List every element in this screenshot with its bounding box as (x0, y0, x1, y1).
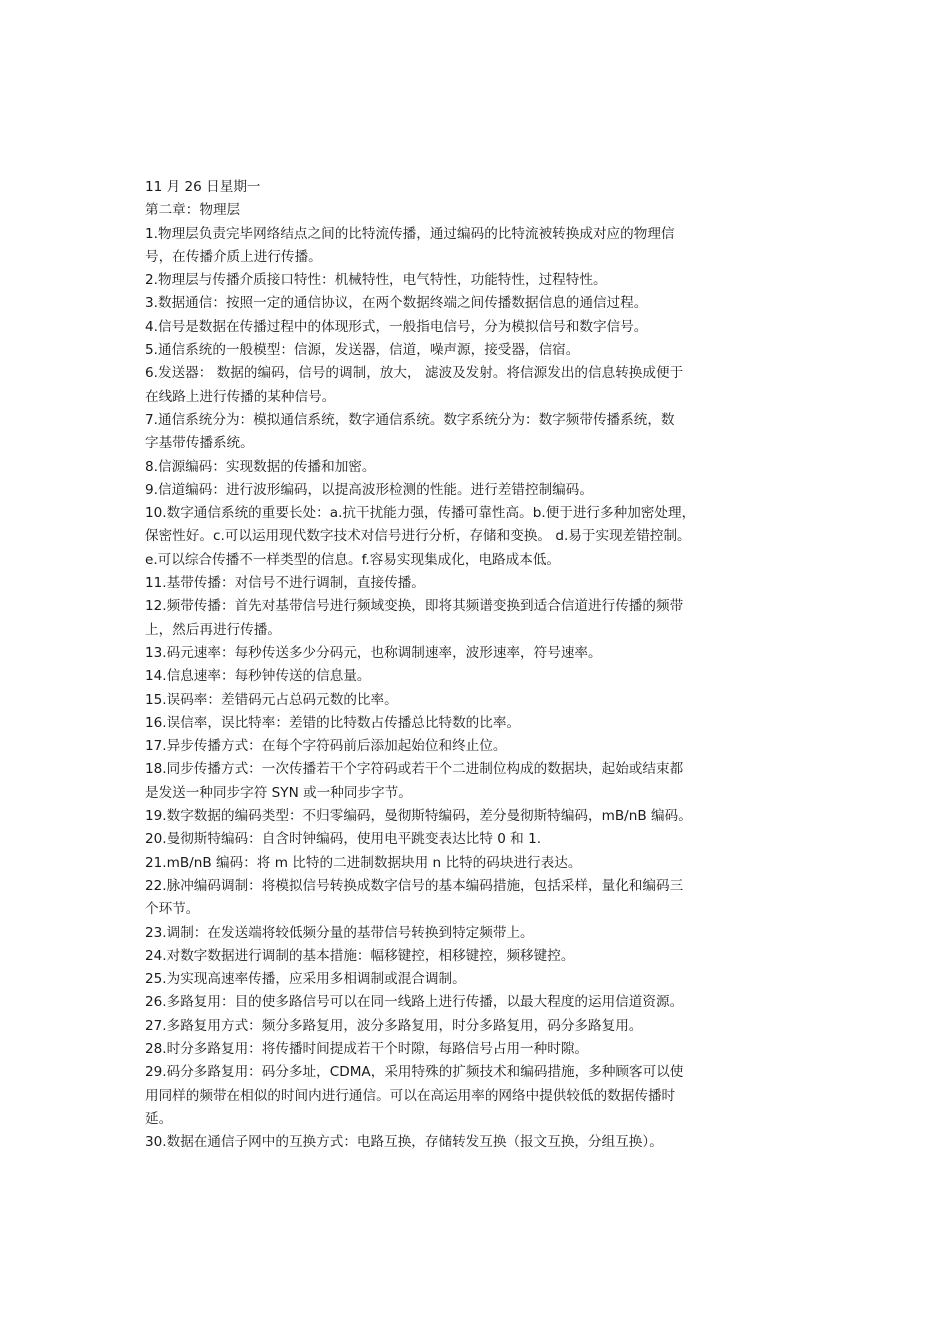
paragraph-line: 29.码分多路复用：码分多址，CDMA，采用特殊的扩频技术和编码措施，多种顾客可以使 (145, 1064, 684, 1081)
paragraph-line: 上，然后再进行传播。 (145, 621, 281, 638)
paragraph (145, 316, 813, 339)
paragraph (145, 805, 813, 828)
paragraph-line: 13.码元速率：每秒传送多少分码元，也称调制速率，波形速率，符号速率。 (145, 644, 602, 661)
paragraph-line: 在线路上进行传播的某种信号。 (145, 388, 336, 405)
paragraph (145, 362, 813, 409)
paragraph-line: 7.通信系统分为：模拟通信系统，数字通信系统。数字系统分为：数字频带传播系统，数 (145, 411, 675, 428)
paragraph (145, 968, 813, 991)
paragraph-line: 19.数字数据的编码类型：不归零编码，曼彻斯特编码，差分曼彻斯特编码，mB/nB 编码。 (145, 808, 692, 825)
paragraph (145, 642, 813, 665)
paragraph-line: 个环节。 (145, 901, 200, 918)
paragraph (145, 735, 813, 758)
paragraph-line: 用同样的频带在相似的时间内进行通信。可以在高运用率的网络中提供较低的数据传播时 (145, 1087, 676, 1104)
paragraph (145, 456, 813, 479)
paragraph (145, 502, 813, 572)
chapter-heading: 第二章：物理层 (145, 202, 241, 219)
paragraph (145, 1015, 813, 1038)
paragraph (145, 595, 813, 642)
paragraph-line: 30.数据在通信子网中的互换方式：电路互换，存储转发互换（报文互换，分组互换）。 (145, 1134, 663, 1151)
paragraph (145, 1131, 813, 1154)
paragraph-line: 11.基带传播：对信号不进行调制，直接传播。 (145, 575, 425, 592)
paragraph-line: 14.信息速率：每秒钟传送的信息量。 (145, 668, 371, 685)
paragraph-line: 10.数字通信系统的重要长处：a.抗干扰能力强，传播可靠性高。b.便于进行多种加密处理， (145, 505, 696, 522)
paragraph-line: 27.多路复用方式：频分多路复用，波分多路复用，时分多路复用，码分多路复用。 (145, 1017, 643, 1034)
paragraph-line: 保密性好。c.可以运用现代数字技术对信号进行分析，存储和变换。 d.易于实现差错控制。 (145, 528, 691, 545)
paragraph (145, 339, 813, 362)
paragraph-line: 28.时分多路复用：将传播时间提成若干个时隙，每路信号占用一种时隙。 (145, 1040, 589, 1057)
paragraph-line: 号，在传播介质上进行传播。 (145, 248, 322, 265)
paragraph (145, 875, 813, 922)
paragraph (145, 292, 813, 315)
paragraph-line: 15.误码率：差错码元占总码元数的比率。 (145, 691, 398, 708)
paragraph (145, 665, 813, 688)
paragraph-line: 3.数据通信：按照一定的通信协议，在两个数据终端之间传播数据信息的通信过程。 (145, 295, 648, 312)
paragraph (145, 223, 813, 270)
paragraph (145, 269, 813, 292)
paragraph (145, 572, 813, 595)
paragraph (145, 828, 813, 851)
paragraph-line: 21.mB/nB 编码：将 m 比特的二进制数据块用 n 比特的码块进行表达。 (145, 854, 582, 871)
paragraph (145, 1061, 813, 1131)
paragraph-line: 4.信号是数据在传播过程中的体现形式，一般指电信号，分为模拟信号和数字信号。 (145, 318, 648, 335)
document-body (145, 176, 813, 1154)
paragraph-line: 1.物理层负责完毕网络结点之间的比特流传播，通过编码的比特流被转换成对应的物理信 (145, 225, 675, 242)
paragraph (145, 689, 813, 712)
paragraph (145, 479, 813, 502)
paragraph-line: 16.误信率，误比特率：差错的比特数占传播总比特数的比率。 (145, 714, 521, 731)
paragraph-line: 12.频带传播：首先对基带信号进行频域变换，即将其频谱变换到适合信道进行传播的频带 (145, 598, 684, 615)
paragraph-line: 8.信源编码：实现数据的传播和加密。 (145, 458, 376, 475)
paragraph-line: 2.物理层与传播介质接口特性：机械特性，电气特性，功能特性，过程特性。 (145, 272, 607, 289)
paragraph (145, 409, 813, 456)
paragraph-line: 17.异步传播方式：在每个字符码前后添加起始位和终止位。 (145, 738, 507, 755)
paragraph (145, 852, 813, 875)
paragraph-line: e.可以综合传播不一样类型的信息。f.容易实现集成化，电路成本低。 (145, 551, 561, 568)
paragraph-line: 延。 (145, 1110, 173, 1127)
paragraph (145, 945, 813, 968)
paragraph-line: 22.脉冲编码调制：将模拟信号转换成数字信号的基本编码措施，包括采样，量化和编码三 (145, 877, 684, 894)
paragraph-line: 6.发送器： 数据的编码，信号的调制，放大， 滤波及发射。将信源发出的信息转换成便于 (145, 365, 684, 382)
paragraph-line: 字基带传播系统。 (145, 435, 254, 452)
paragraph-line: 是发送一种同步字符 SYN 或一种同步字节。 (145, 784, 412, 801)
paragraph (145, 1038, 813, 1061)
paragraph-line: 23.调制：在发送端将较低频分量的基带信号转换到特定频带上。 (145, 924, 534, 941)
paragraph-line: 9.信道编码：进行波形编码，以提高波形检测的性能。进行差错控制编码。 (145, 481, 593, 498)
paragraph (145, 991, 813, 1014)
paragraph-line: 20.曼彻斯特编码：自含时钟编码，使用电平跳变表达比特 0 和 1. (145, 831, 542, 848)
paragraph-line: 25.为实现高速率传播，应采用多相调制或混合调制。 (145, 971, 466, 988)
paragraph-list (145, 223, 813, 1155)
paragraph (145, 922, 813, 945)
paragraph-line: 24.对数字数据进行调制的基本措施：幅移键控，相移键控，频移键控。 (145, 947, 575, 964)
date-heading: 11 月 26 日星期一 (145, 179, 261, 195)
paragraph-line: 26.多路复用：目的使多路信号可以在同一线路上进行传播，以最大程度的运用信道资源。 (145, 994, 684, 1011)
paragraph (145, 758, 813, 805)
paragraph-line: 5.通信系统的一般模型：信源，发送器，信道，噪声源，接受器，信宿。 (145, 342, 580, 359)
paragraph (145, 712, 813, 735)
paragraph-line: 18.同步传播方式：一次传播若干个字符码或若干个二进制位构成的数据块，起始或结束都 (145, 761, 684, 778)
